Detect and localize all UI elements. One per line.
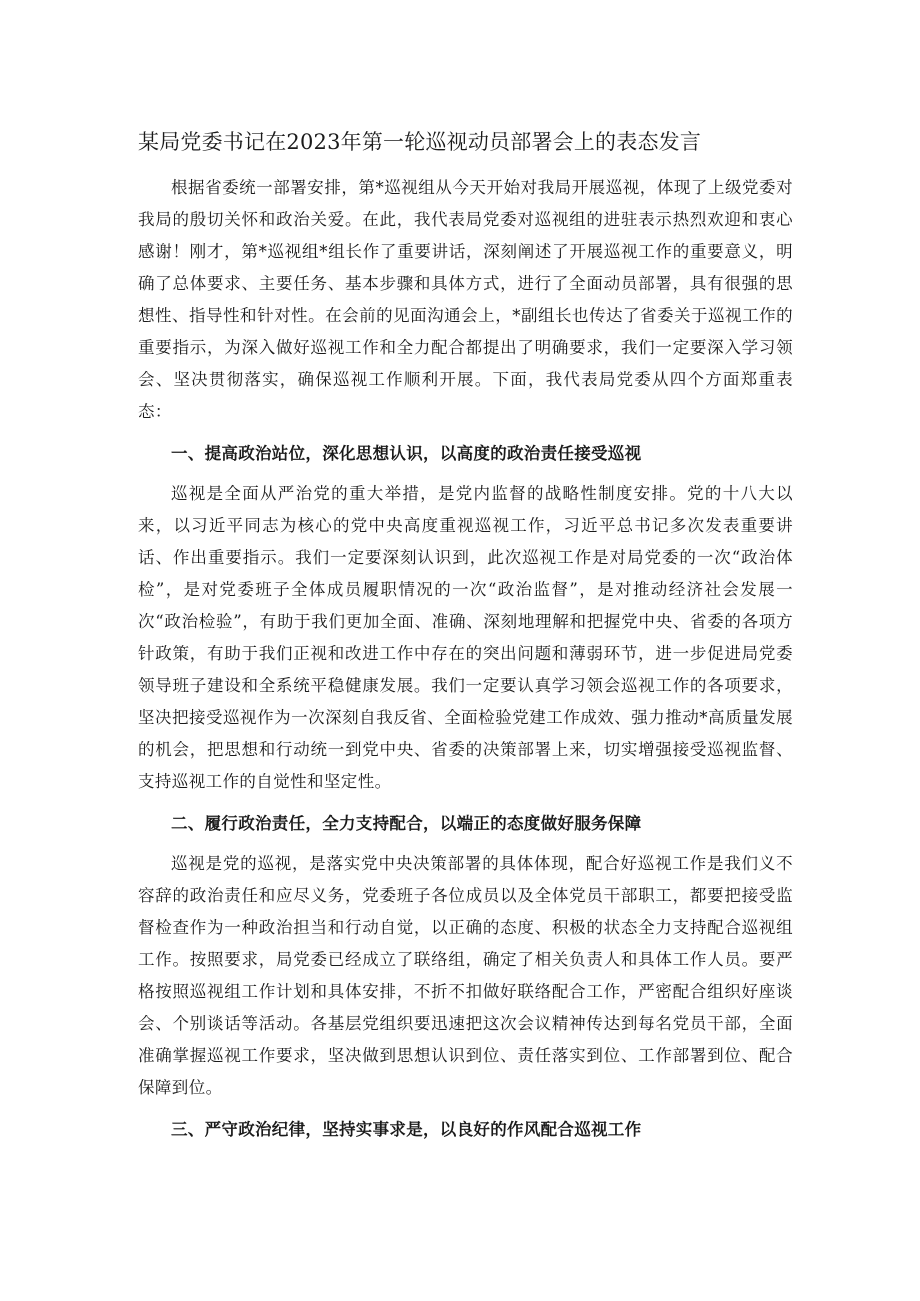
section-2 — [138, 808, 793, 1104]
section-1-body: 巡视是全面从严治党的重大举措，是党内监督的战略性制度安排。党的十八大以来，以习近平同志为核心的党中央高度重视巡视工作，习近平总书记多次发表重要讲话、作出重要指示。我们一定要深刻认识到，此次巡视工作是对局党委的一次“政治体检”，是对党委班子全体成员履职情况的一次“政治监督”，是对推动经济社会发展一次“政治检验”，有助于我们更加全面、准确、深刻地理解和把握党中央、省委的各项方针政策，有助于我们正视和改进工作中存在的突出问题和薄弱环节，进一步促进局党委领导班子建设和全系统平稳健康发展。我们一定要认真学习领会巡视工作的各项要求，坚决把接受巡视作为一次深刻自我反省、全面检验党建工作成效、强力推动*高质量发展的机会，把思想和行动统一到党中央、省委的决策部署上来，切实增强接受巡视监督、支持巡视工作的自觉性和坚定性。 — [138, 484, 793, 791]
document-page — [138, 122, 793, 1154]
section-1 — [138, 438, 793, 798]
section-3-heading: 三、严守政治纪律，坚持实事求是，以良好的作风配合巡视工作 — [171, 1120, 642, 1139]
intro-paragraph: 根据省委统一部署安排，第*巡视组从今天开始对我局开展巡视，体现了上级党委对我局的殷切关怀和政治关爱。在此，我代表局党委对巡视组的进驻表示热烈欢迎和衷心感谢！刚才，第*巡视组*组长作了重要讲话，深刻阐述了开展巡视工作的重要意义，明确了总体要求、主要任务、基本步骤和具体方式，进行了全面动员部署，具有很强的思想性、指导性和针对性。在会前的见面沟通会上，*副组长也传达了省委关于巡视工作的重要指示，为深入做好巡视工作和全力配合都提出了明确要求，我们一定要深入学习领会、坚决贯彻落实，确保巡视工作顺利开展。下面，我代表局党委从四个方面郑重表态： — [138, 178, 793, 421]
section-1-heading: 一、提高政治站位，深化思想认识，以高度的政治责任接受巡视 — [171, 444, 642, 463]
section-3 — [138, 1114, 793, 1146]
section-2-body: 巡视是党的巡视，是落实党中央决策部署的具体体现，配合好巡视工作是我们义不容辞的政治责任和应尽义务，党委班子各位成员以及全体党员干部职工，都要把接受监督检查作为一种政治担当和行动自觉，以正确的态度、积极的状态全力支持配合巡视组工作。按照要求，局党委已经成立了联络组，确定了相关负责人和具体工作人员。要严格按照巡视组工作计划和具体安排，不折不扣做好联络配合工作，严密配合组织好座谈会、个别谈话等活动。各基层党组织要迅速把这次会议精神传达到每名党员干部，全面准确掌握巡视工作要求，坚决做到思想认识到位、责任落实到位、工作部署到位、配合保障到位。 — [138, 854, 793, 1097]
section-2-heading: 二、履行政治责任，全力支持配合，以端正的态度做好服务保障 — [171, 814, 642, 833]
document-title: 某局党委书记在2023年第一轮巡视动员部署会上的表态发言 — [138, 130, 702, 154]
